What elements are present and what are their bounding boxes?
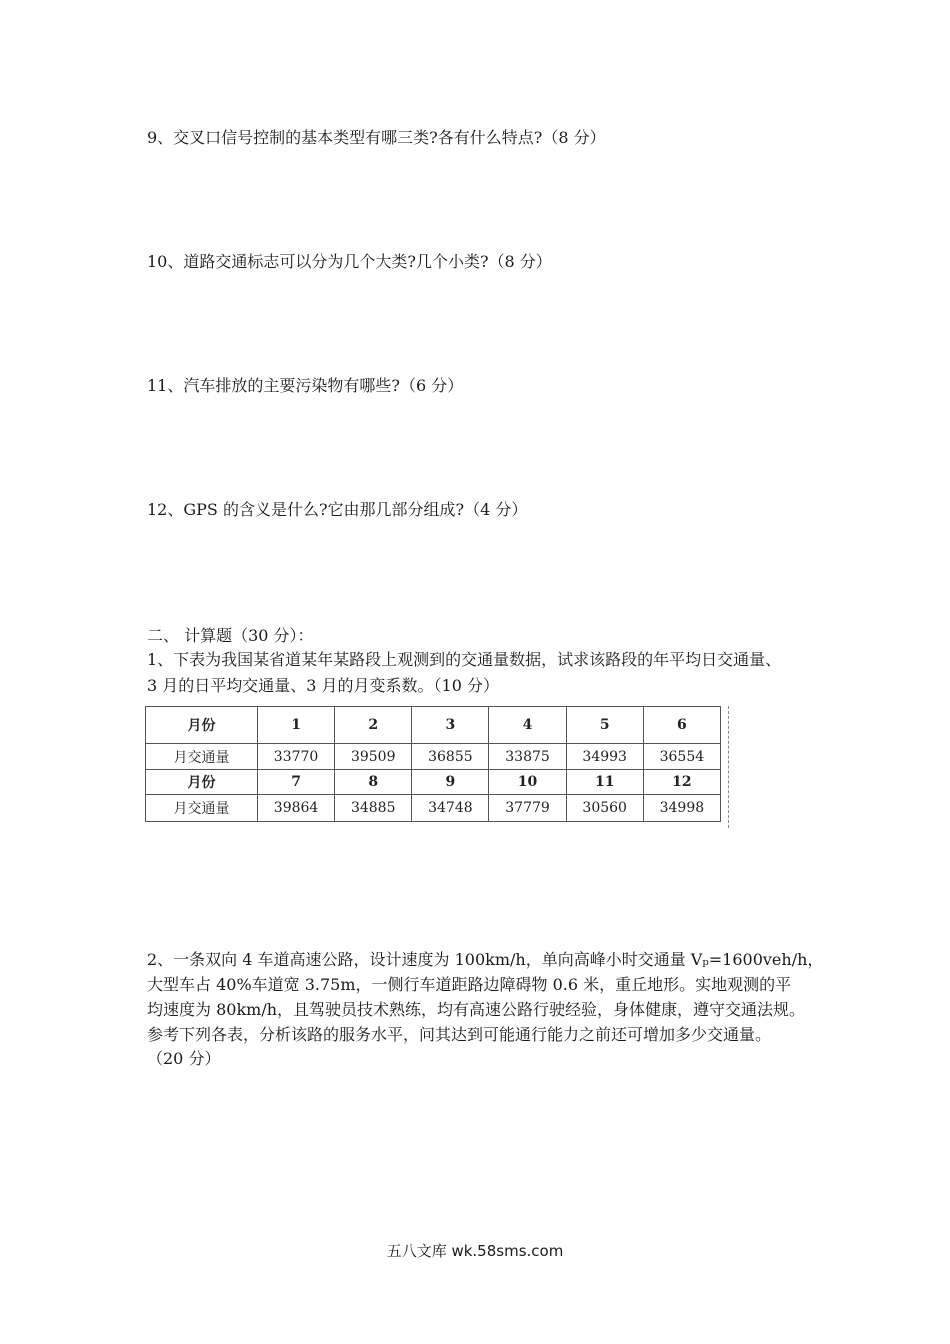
month-cell: 11 bbox=[566, 770, 643, 795]
calc-1-line-1: 1、下表为我国某省道某年某路段上观测到的交通量数据，试求该路段的年平均日交通量、 bbox=[147, 650, 782, 669]
month-label-cell: 月份 bbox=[146, 707, 258, 744]
month-cell: 6 bbox=[643, 707, 720, 744]
month-cell: 12 bbox=[643, 770, 720, 795]
volume-cell: 34993 bbox=[566, 744, 643, 770]
volume-cell: 36855 bbox=[412, 744, 489, 770]
volume-cell: 39864 bbox=[258, 795, 335, 822]
volume-cell: 30560 bbox=[566, 795, 643, 822]
month-label-cell: 月份 bbox=[146, 770, 258, 795]
month-cell: 4 bbox=[489, 707, 566, 744]
calc-2-line-5: （20 分） bbox=[147, 1049, 221, 1068]
table-row bbox=[146, 770, 721, 795]
month-cell: 10 bbox=[489, 770, 566, 795]
volume-label-cell: 月交通量 bbox=[146, 795, 258, 822]
calc-1-line-2: 3 月的日平均交通量、3 月的月变系数。（10 分） bbox=[147, 676, 499, 695]
dashed-edge-divider bbox=[728, 706, 729, 828]
footer-watermark: 五八文库 wk.58sms.com bbox=[386, 1242, 564, 1260]
month-cell: 3 bbox=[412, 707, 489, 744]
month-cell: 8 bbox=[335, 770, 412, 795]
volume-cell: 36554 bbox=[643, 744, 720, 770]
table-row bbox=[146, 707, 721, 744]
month-cell: 2 bbox=[335, 707, 412, 744]
volume-cell: 39509 bbox=[335, 744, 412, 770]
traffic-volume-table bbox=[145, 706, 729, 828]
volume-cell: 34885 bbox=[335, 795, 412, 822]
volume-cell: 34998 bbox=[643, 795, 720, 822]
calc-2-line-4: 参考下列各表，分析该路的服务水平，问其达到可能通行能力之前还可增加多少交通量。 bbox=[147, 1025, 772, 1044]
table-row bbox=[146, 744, 721, 770]
question-9: 9、交叉口信号控制的基本类型有哪三类?各有什么特点?（8 分） bbox=[147, 128, 606, 147]
month-cell: 1 bbox=[258, 707, 335, 744]
calc-2-line-1: 2、一条双向 4 车道高速公路，设计速度为 100km/h，单向高峰小时交通量 Vₚ=1600veh/h， bbox=[147, 950, 824, 969]
question-11: 11、汽车排放的主要污染物有哪些?（6 分） bbox=[147, 376, 464, 395]
calc-2-line-2: 大型车占 40%车道宽 3.75m，一侧行车道距路边障碍物 0.6 米，重丘地形。实地观测的平 bbox=[147, 975, 792, 994]
volume-label-cell: 月交通量 bbox=[146, 744, 258, 770]
month-cell: 9 bbox=[412, 770, 489, 795]
month-cell: 5 bbox=[566, 707, 643, 744]
volume-cell: 34748 bbox=[412, 795, 489, 822]
section-2-title: 二、 计算题（30 分）： bbox=[147, 626, 314, 645]
volume-cell: 33875 bbox=[489, 744, 566, 770]
month-cell: 7 bbox=[258, 770, 335, 795]
table-row bbox=[146, 795, 721, 822]
calc-2-line-3: 均速度为 80km/h，且驾驶员技术熟练，均有高速公路行驶经验，身体健康，遵守交通法规。 bbox=[147, 1000, 806, 1019]
volume-cell: 37779 bbox=[489, 795, 566, 822]
volume-cell: 33770 bbox=[258, 744, 335, 770]
question-12: 12、GPS 的含义是什么?它由那几部分组成?（4 分） bbox=[147, 500, 528, 519]
question-10: 10、道路交通标志可以分为几个大类?几个小类?（8 分） bbox=[147, 252, 552, 271]
